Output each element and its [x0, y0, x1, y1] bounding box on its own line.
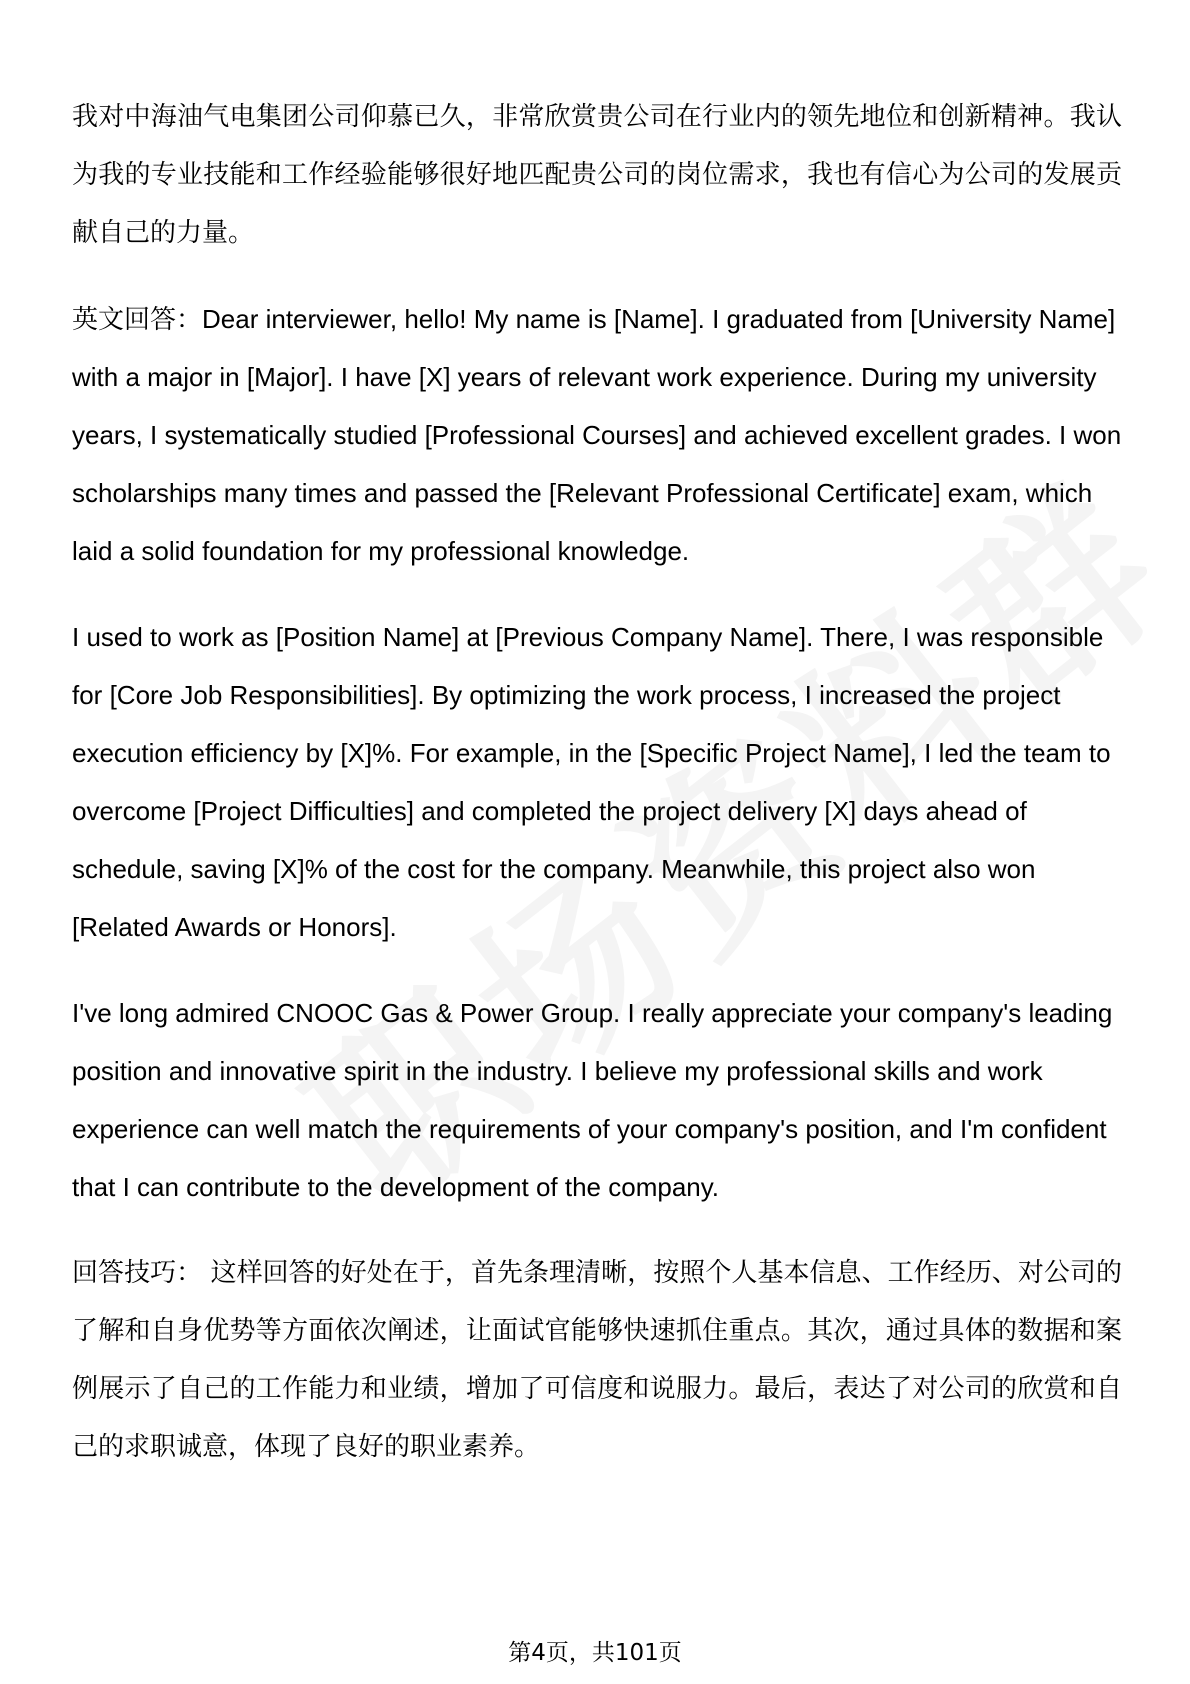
- page-number-footer: 第4页，共101页: [508, 1640, 682, 1666]
- paragraph-text: I've long admired CNOOC Gas & Power Group. I really appreciate your company's leading position and innovative spirit in the industry. I believe my professional skills and work experience can well match the requirements of your company's position, and I'm confident that I can contribute to the development of the company.: [72, 998, 1113, 1202]
- document-body: [72, 88, 1122, 1504]
- paragraph-english-answer: [72, 290, 1122, 580]
- paragraph-company-admiration: [72, 984, 1122, 1216]
- paragraph-label: 回答技巧：: [72, 1258, 203, 1288]
- paragraph-text: 这样回答的好处在于，首先条理清晰，按照个人基本信息、工作经历、对公司的了解和自身优势等方面依次阐述，让面试官能够快速抓住重点。其次，通过具体的数据和案例展示了自己的工作能力和业绩，增加了可信度和说服力。最后，表达了对公司的欣赏和自己的求职诚意，体现了良好的职业素养。: [72, 1258, 1122, 1462]
- paragraph-text: Dear interviewer, hello! My name is [Name]. I graduated from [University Name] with a major in [Major]. I have [X] years of relevant work experience. During my university years, I systematically studied [Professional Courses] and achieved excellent grades. I won scholarships many times and passed the [Relevant Professional Certificate] exam, which laid a solid foundation for my professional knowledge.: [72, 304, 1122, 566]
- paragraph-intro-cn: [72, 88, 1122, 262]
- paragraph-text: I used to work as [Position Name] at [Previous Company Name]. There, I was responsible for [Core Job Responsibilities]. By optimizing the work process, I increased the project execution efficiency by [X]%. For example, in the [Specific Project Name], I led the team to overcome [Project Difficulties] and completed the project delivery [X] days ahead of schedule, saving [X]% of the cost for the company. Meanwhile, this project also won [Related Awards or Honors].: [72, 622, 1111, 942]
- paragraph-label: 英文回答：: [72, 304, 203, 334]
- paragraph-text: 我对中海油气电集团公司仰慕已久，非常欣赏贵公司在行业内的领先地位和创新精神。我认为我的专业技能和工作经验能够很好地匹配贵公司的岗位需求，我也有信心为公司的发展贡献自己的力量。: [72, 102, 1122, 248]
- paragraph-work-experience: [72, 608, 1122, 956]
- paragraph-answer-tips: [72, 1244, 1122, 1476]
